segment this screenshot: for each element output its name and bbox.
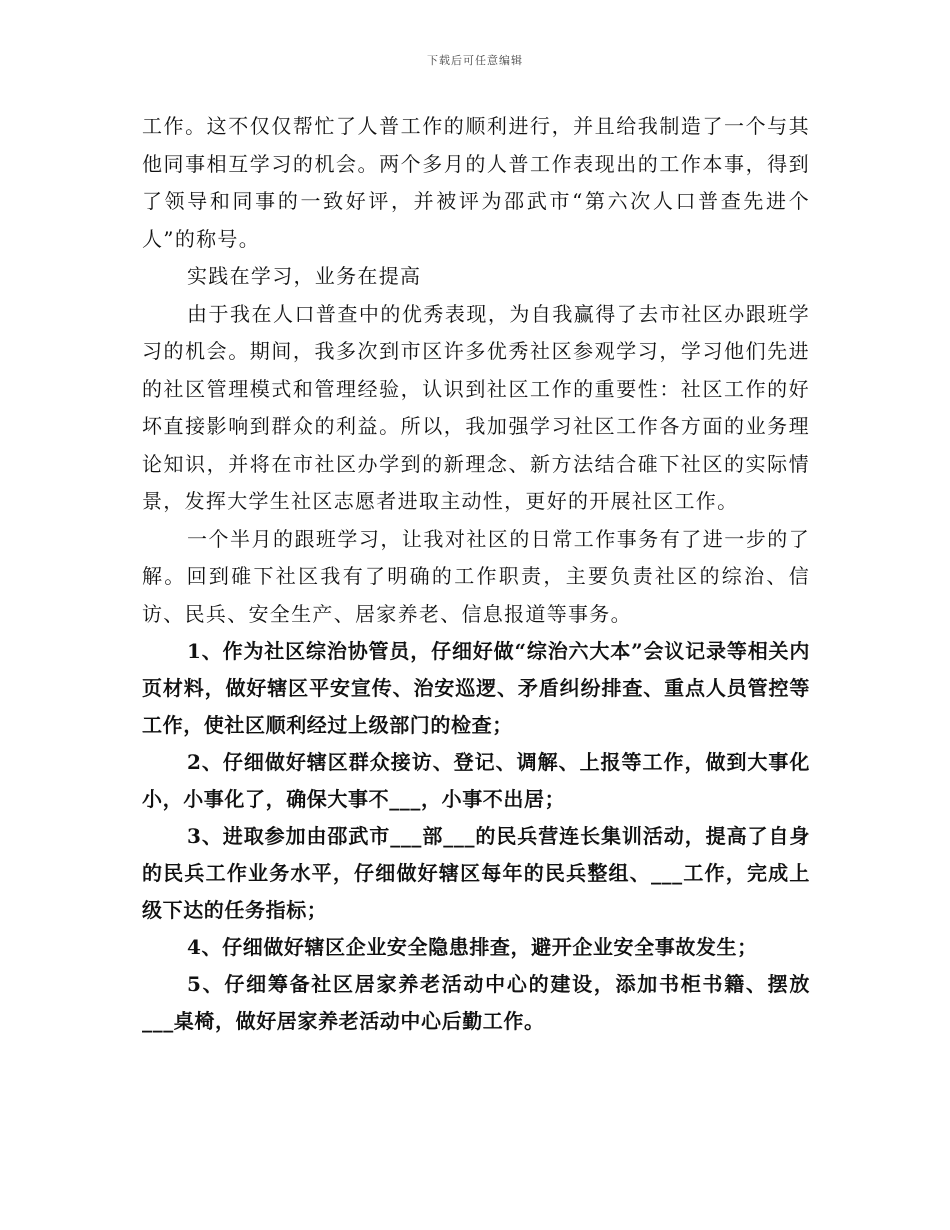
- list-item-2: 2、仔细做好辖区群众接访、登记、调解、上报等工作，做到大事化小，小事化了，确保大事不___，小事不出居；: [142, 750, 810, 811]
- paragraph-continuation: 工作。这不仅仅帮忙了人普工作的顺利进行，并且给我制造了一个与其他同事相互学习的机会。两个多月的人普工作表现出的工作本事，得到了领导和同事的一致好评，并被评为邵武市“第六次人口普查先进个人”的称号。: [142, 114, 810, 251]
- document-body: [142, 108, 810, 1040]
- paragraph-study: 由于我在人口普查中的优秀表现，为自我赢得了去市社区办跟班学习的机会。期间，我多次到市区许多优秀社区参观学习，学习他们先进的社区管理模式和管理经验，认识到社区工作的重要性：社区工作的好坏直接影响到群众的利益。所以，我加强学习社区工作各方面的业务理论知识，并将在市社区办学到的新理念、新方法结合碓下社区的实际情景，发挥大学生社区志愿者进取主动性，更好的开展社区工作。: [142, 301, 810, 513]
- paragraph-duties: 一个半月的跟班学习，让我对社区的日常工作事务有了进一步的了解。回到碓下社区我有了明确的工作职责，主要负责社区的综治、信访、民兵、安全生产、居家养老、信息报道等事务。: [142, 526, 810, 626]
- list-item-5: 5、仔细筹备社区居家养老活动中心的建设，添加书柜书籍、摆放___桌椅，做好居家养老活动中心后勤工作。: [142, 972, 810, 1033]
- page-header: 下载后可任意编辑: [427, 54, 523, 67]
- section-heading: 实践在学习，业务在提高: [187, 264, 422, 288]
- list-item-1: 1、作为社区综治协管员，仔细好做“综治六大本”会议记录等相关内页材料，做好辖区平安宣传、治安巡逻、矛盾纠纷排查、重点人员管控等工作，使社区顺利经过上级部门的检查；: [142, 639, 810, 737]
- list-item-4: 4、仔细做好辖区企业安全隐患排查，避开企业安全事故发生；: [187, 935, 758, 959]
- list-item-3: 3、进取参加由邵武市___部___的民兵营连长集训活动，提高了自身的民兵工作业务水平，仔细做好辖区每年的民兵整组、___工作，完成上级下达的任务指标；: [142, 824, 810, 922]
